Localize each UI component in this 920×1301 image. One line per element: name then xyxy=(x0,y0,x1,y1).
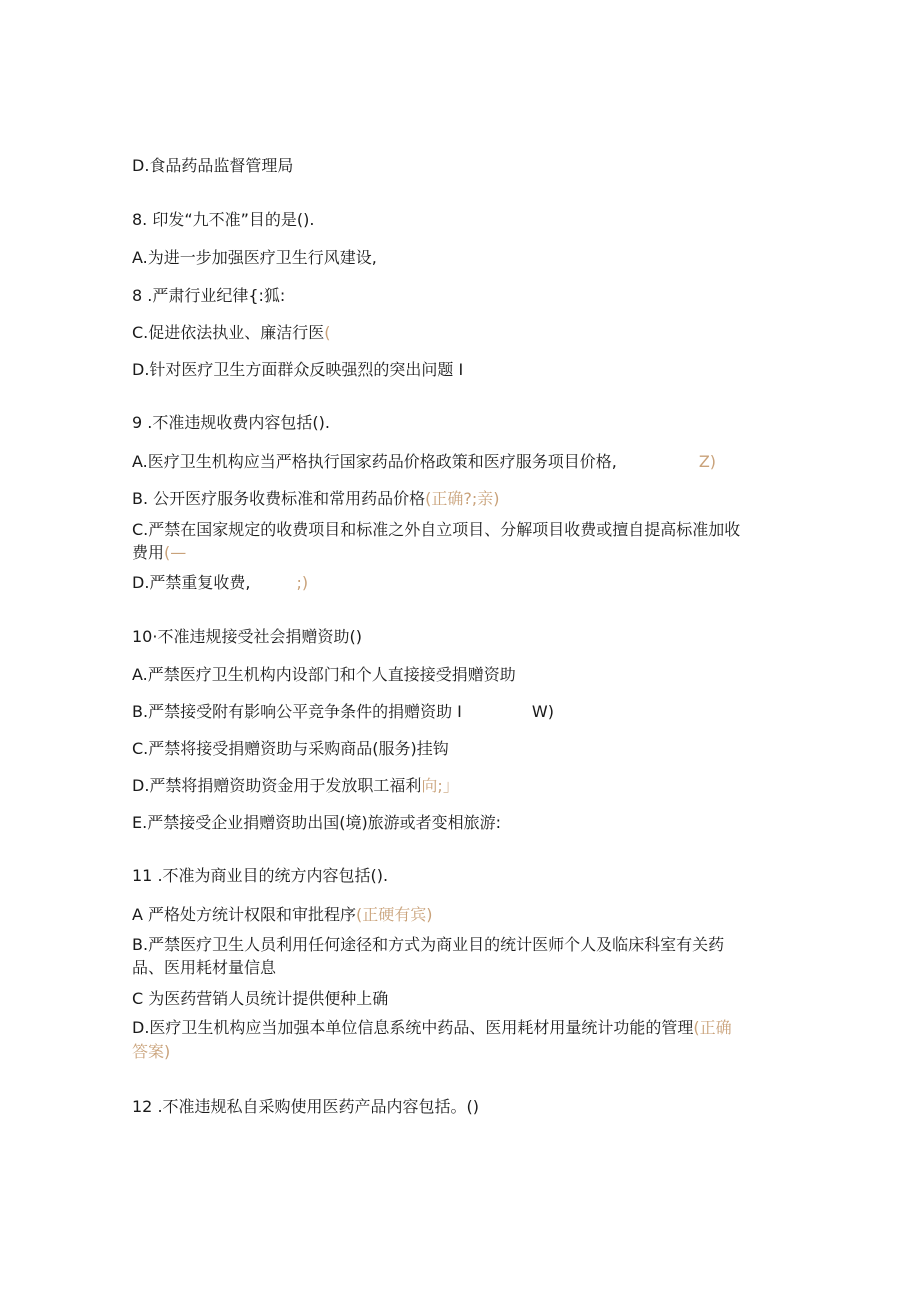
answer-mark: (正硬有宾) xyxy=(356,905,433,924)
question-9-option-d xyxy=(132,572,308,594)
question-11-option-a xyxy=(132,904,433,926)
question-9-option-a xyxy=(132,451,716,473)
answer-mark: (正确?;亲) xyxy=(425,489,500,508)
option-text: A.医疗卫生机构应当严格执行国家药品价格政策和医疗服务项目价格, xyxy=(132,452,617,471)
answer-mark: 向;」 xyxy=(421,776,459,795)
question-11-option-b-line-2: 品、医用耗材量信息 xyxy=(132,958,277,977)
question-10-option-d xyxy=(132,775,459,797)
option-text: 费用 xyxy=(132,543,165,562)
option-d-food-drug-admin: D.食品药品监督管理局 xyxy=(132,156,294,175)
answer-mark: ;) xyxy=(296,573,309,592)
question-10: 10·不准违规接受社会捐赠资助() xyxy=(132,627,362,646)
question-8-option-b: 8 .严肃行业纪律{:狐: xyxy=(132,286,286,305)
question-8-option-d: D.针对医疗卫生方面群众反映强烈的突出问题 I xyxy=(132,360,464,379)
answer-mark: ( xyxy=(324,323,331,342)
question-11-option-d-line-1 xyxy=(132,1017,732,1039)
option-text: B.严禁接受附有影响公平竞争条件的捐赠资助 I xyxy=(132,702,462,721)
question-9: 9 .不准违规收费内容包括(). xyxy=(132,413,330,432)
option-text: D.严禁重复收费, xyxy=(132,573,251,592)
option-text: D.医疗卫生机构应当加强本单位信息系统中药品、医用耗材用量统计功能的管理 xyxy=(132,1018,694,1037)
option-text: A 严格处方统计权限和审批程序 xyxy=(132,905,357,924)
option-text: B. 公开医疗服务收费标准和常用药品价格 xyxy=(132,489,426,508)
question-10-option-e: E.严禁接受企业捐赠资助出国(境)旅游或者变相旅游: xyxy=(132,813,502,832)
question-8: 8. 印发“九不准”目的是(). xyxy=(132,210,315,229)
question-9-option-c-line-2 xyxy=(132,542,186,564)
question-11: 11 .不准为商业目的统方内容包括(). xyxy=(132,866,389,885)
answer-mark: (正确 xyxy=(693,1018,732,1037)
question-10-option-a: A.严禁医疗卫生机构内设部门和个人直接接受捐赠资助 xyxy=(132,665,516,684)
answer-mark: Z) xyxy=(698,452,717,471)
question-11-option-b-line-1: B.严禁医疗卫生人员利用任何途径和方式为商业目的统计医师个人及临床科室有关药 xyxy=(132,935,725,954)
question-10-option-b xyxy=(132,701,554,723)
answer-mark: (— xyxy=(164,543,187,562)
option-text: D.严禁将捐赠资助资金用于发放职工福利 xyxy=(132,776,422,795)
option-text: C.促进依法执业、廉洁行医 xyxy=(132,323,325,342)
question-8-option-c xyxy=(132,322,331,344)
option-tail: W) xyxy=(531,702,554,721)
question-9-option-b xyxy=(132,488,500,510)
question-9-option-c-line-1: C.严禁在国家规定的收费项目和标准之外自立项目、分解项目收费或擅自提高标准加收 xyxy=(132,520,741,539)
question-11-option-c: C 为医药营销人员统计提供便种上确 xyxy=(132,989,389,1008)
question-10-option-c: C.严禁将接受捐赠资助与采购商品(服务)挂钩 xyxy=(132,739,449,758)
question-11-option-d-line-2: 答案) xyxy=(132,1042,171,1061)
question-8-option-a: A.为进一步加强医疗卫生行风建设, xyxy=(132,248,377,267)
question-12: 12 .不准违规私自采购使用医药产品内容包括。() xyxy=(132,1097,480,1116)
